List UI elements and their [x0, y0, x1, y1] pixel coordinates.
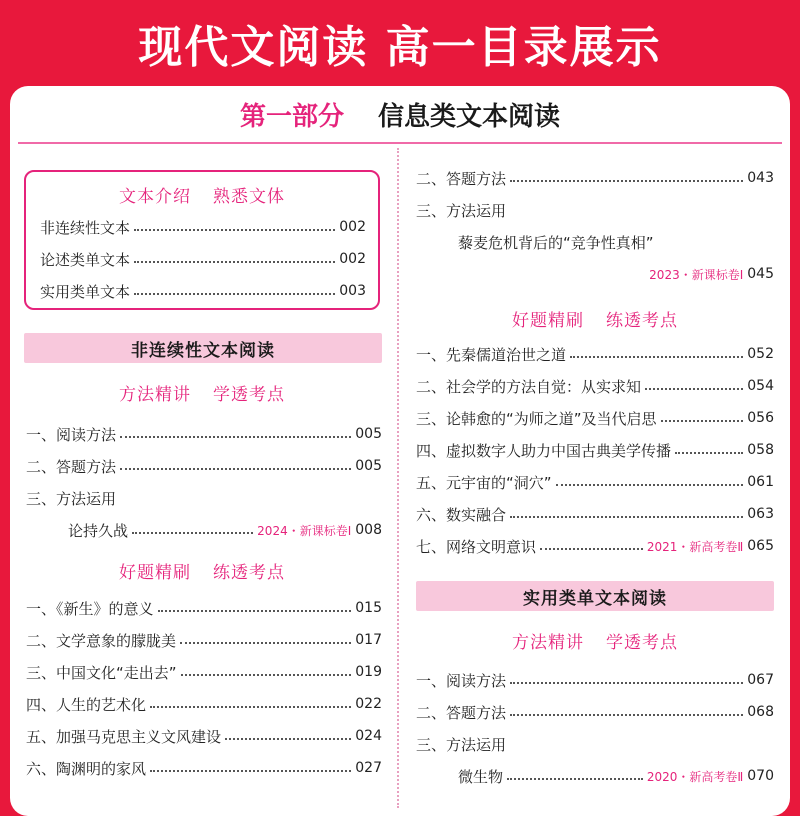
toc-entry-label: 三、方法运用 — [416, 735, 507, 754]
toc-entry-label: 三、方法运用 — [26, 489, 117, 508]
intro-title — [26, 182, 378, 207]
toc-entry-label: 五、加强马克思主义文风建设 — [26, 727, 222, 746]
leader-dots — [661, 420, 744, 422]
toc-entry[interactable] — [416, 696, 774, 728]
leader-dots — [675, 452, 743, 454]
method-heading-right — [416, 628, 774, 653]
toc-entry-label: 四、虚拟数字人助力中国古典美学传播 — [416, 441, 672, 460]
toc-entry[interactable] — [416, 760, 774, 792]
toc-entry-label: 论持久战 — [68, 521, 129, 540]
toc-entry-page: 056 — [747, 410, 774, 426]
leader-dots — [510, 682, 743, 684]
toc-entry[interactable] — [416, 498, 774, 530]
toc-entry-page: 005 — [355, 458, 382, 474]
leader-dots — [134, 261, 335, 263]
toc-entry-page: 019 — [355, 664, 382, 680]
exam-tag: 2021・新高考卷Ⅱ — [646, 539, 744, 554]
toc-entry-page: 058 — [747, 442, 774, 458]
toc-entry-label: 二、文学意象的朦胧美 — [26, 631, 177, 650]
toc-entry[interactable] — [416, 370, 774, 402]
toc-entry-label: 一、先秦儒道治世之道 — [416, 345, 567, 364]
toc-entry[interactable] — [26, 450, 382, 482]
leader-dots — [225, 738, 351, 740]
good-heading-b: 练透考点 — [213, 563, 285, 583]
toc-entry-page: 063 — [747, 506, 774, 522]
section-title-left: 非连续性文本阅读 — [24, 333, 382, 363]
leader-dots — [134, 293, 335, 295]
left-method-list — [26, 418, 382, 546]
toc-entry[interactable] — [40, 275, 366, 307]
leader-dots — [570, 356, 743, 358]
banner-title: 现代文阅读 高一目录展示 — [138, 22, 662, 73]
toc-entry[interactable] — [26, 688, 382, 720]
toc-entry-label: 一、《新生》的意义 — [26, 599, 154, 618]
good-heading-left — [24, 558, 380, 583]
left-good-list — [26, 592, 382, 784]
toc-entry[interactable] — [26, 624, 382, 656]
toc-entry-label: 藜麦危机背后的“竞争性真相” — [458, 233, 654, 252]
toc-entry-label: 三、中国文化“走出去” — [26, 663, 177, 682]
good-heading-right — [416, 306, 774, 331]
leader-dots — [150, 770, 351, 772]
good-heading-a: 好题精刷 — [119, 563, 191, 583]
leader-dots — [180, 642, 351, 644]
toc-entry[interactable] — [26, 418, 382, 450]
method-heading-a: 方法精讲 — [512, 633, 584, 653]
toc-entry[interactable] — [416, 162, 774, 194]
leader-dots — [150, 706, 351, 708]
toc-entry[interactable] — [416, 466, 774, 498]
toc-entry-page: 008 — [355, 522, 382, 538]
toc-entry-label: 五、元宇宙的“洞穴” — [416, 473, 552, 492]
toc-entry-label: 实用类单文本 — [40, 282, 131, 301]
toc-entry-page: 045 — [747, 266, 774, 282]
leader-dots — [120, 468, 351, 470]
intro-title-a: 文本介绍 — [119, 187, 191, 207]
good-heading-a: 好题精刷 — [512, 311, 584, 331]
toc-entry-page: 067 — [747, 672, 774, 688]
toc-entry-label: 六、数实融合 — [416, 505, 507, 524]
toc-entry-page: 068 — [747, 704, 774, 720]
toc-entry-page: 017 — [355, 632, 382, 648]
leader-dots — [507, 778, 643, 780]
method-heading-b: 学透考点 — [606, 633, 678, 653]
leader-dots — [158, 610, 352, 612]
toc-entry-page: 024 — [355, 728, 382, 744]
leader-dots — [645, 388, 743, 390]
toc-entry-page: 070 — [747, 768, 774, 784]
heading-divider — [18, 142, 782, 144]
leader-dots — [556, 484, 744, 486]
toc-entry-label: 二、社会学的方法自觉：从实求知 — [416, 377, 642, 396]
toc-entry-page: 065 — [747, 538, 774, 554]
toc-entry[interactable] — [416, 338, 774, 370]
toc-entry-label: 论述类单文本 — [40, 250, 131, 269]
toc-entry[interactable] — [26, 592, 382, 624]
toc-entry-label: 二、答题方法 — [416, 703, 507, 722]
intro-title-b: 熟悉文体 — [213, 187, 285, 207]
toc-entry-label: 七、网络文明意识 — [416, 537, 537, 556]
toc-entry-page: 043 — [747, 170, 774, 186]
leader-dots — [181, 674, 352, 676]
toc-entry[interactable] — [26, 514, 382, 546]
exam-tag: 2023・新课标卷Ⅰ — [649, 267, 744, 282]
toc-entry[interactable] — [40, 243, 366, 275]
leader-dots — [540, 548, 643, 550]
leader-dots — [510, 714, 743, 716]
part-title: 信息类文本阅读 — [378, 102, 561, 132]
toc-entry[interactable] — [416, 258, 774, 290]
section-title-right: 实用类单文本阅读 — [416, 581, 774, 611]
toc-entry-page: 003 — [339, 283, 366, 299]
toc-entry-page: 015 — [355, 600, 382, 616]
toc-entry[interactable] — [26, 752, 382, 784]
good-heading-b: 练透考点 — [606, 311, 678, 331]
leader-dots — [510, 180, 743, 182]
banner — [0, 0, 800, 86]
toc-entry-page: 061 — [747, 474, 774, 490]
method-heading-left — [24, 380, 380, 405]
toc-entry — [416, 194, 774, 226]
toc-entry[interactable] — [26, 720, 382, 752]
toc-entry-page: 052 — [747, 346, 774, 362]
toc-entry-label: 三、论韩愈的“为师之道”及当代启思 — [416, 409, 657, 428]
toc-entry-label: 非连续性文本 — [40, 218, 131, 237]
toc-entry[interactable] — [416, 530, 774, 562]
toc-entry-label: 一、阅读方法 — [26, 425, 117, 444]
exam-tag: 2020・新高考卷Ⅱ — [646, 769, 744, 784]
toc-entry[interactable] — [416, 664, 774, 696]
toc-entry[interactable] — [416, 434, 774, 466]
toc-entry-page: 002 — [339, 219, 366, 235]
exam-tag: 2024・新课标卷Ⅰ — [257, 523, 352, 538]
toc-entry-label: 二、答题方法 — [416, 169, 507, 188]
toc-entry-label: 六、陶渊明的家风 — [26, 759, 147, 778]
right-method-list — [416, 664, 774, 792]
part-heading — [0, 96, 800, 133]
right-good-list — [416, 338, 774, 562]
leader-dots — [510, 516, 743, 518]
leader-dots — [132, 532, 253, 534]
toc-entry-page: 054 — [747, 378, 774, 394]
toc-entry-label: 二、答题方法 — [26, 457, 117, 476]
toc-entry — [416, 728, 774, 760]
part-number: 第一部分 — [239, 102, 344, 132]
leader-dots — [120, 436, 351, 438]
column-divider — [397, 148, 399, 808]
toc-entry[interactable] — [416, 226, 774, 258]
toc-entry-label: 一、阅读方法 — [416, 671, 507, 690]
toc-entry-label: 微生物 — [458, 767, 504, 786]
toc-entry-page: 022 — [355, 696, 382, 712]
toc-entry[interactable] — [416, 402, 774, 434]
toc-entry — [26, 482, 382, 514]
toc-entry-label: 四、人生的艺术化 — [26, 695, 147, 714]
intro-box — [24, 170, 380, 310]
method-heading-b: 学透考点 — [213, 385, 285, 405]
toc-entry-page: 002 — [339, 251, 366, 267]
right-top-list — [416, 162, 774, 290]
toc-entry-label: 三、方法运用 — [416, 201, 507, 220]
method-heading-a: 方法精讲 — [119, 385, 191, 405]
leader-dots — [134, 229, 335, 231]
toc-entry-page: 005 — [355, 426, 382, 442]
toc-entry-page: 027 — [355, 760, 382, 776]
toc-entry[interactable] — [40, 211, 366, 243]
toc-entry[interactable] — [26, 656, 382, 688]
